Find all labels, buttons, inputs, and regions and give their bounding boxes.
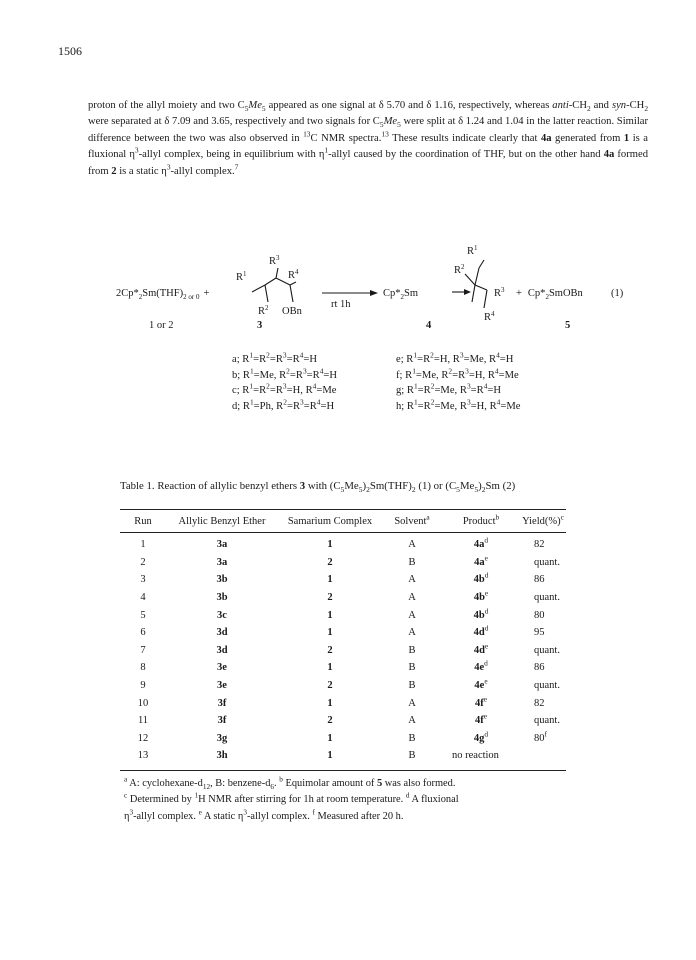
cell-run: 3 [140, 574, 146, 586]
header-ether: Allylic Benzyl Ether [166, 510, 278, 533]
table-footnotes [124, 776, 584, 825]
header-run: Run [120, 510, 166, 533]
cell-run: 2 [140, 556, 146, 568]
cell-ether: 3g [216, 732, 228, 744]
variant-h: h; $R^1=R^2=Me$, $R^3=H$, $R^4=Me$ [396, 396, 521, 412]
table-row [120, 694, 566, 712]
cell-complex: 1 [327, 662, 333, 674]
cell-yield: 86 [534, 662, 545, 674]
cell-complex: 1 [327, 539, 333, 551]
cell-complex: 1 [327, 574, 333, 586]
header-complex: Samarium Complex [278, 510, 382, 533]
cell-ether: 3d [216, 644, 228, 656]
cell-product: $4d^e$ [473, 641, 489, 656]
r2-label-3: $R^2$ [258, 304, 269, 317]
cell-ether: 3c [217, 609, 227, 621]
r1-label-3: $R^1$ [236, 270, 247, 283]
cell-solvent: B [408, 732, 416, 744]
compound-label-4: 4 [426, 320, 432, 331]
variant-g: g; $R^1=R^2=Me$, $R^3=R^4=H$ [396, 381, 502, 396]
cell-solvent: B [408, 644, 416, 656]
cell-yield: 82 [534, 697, 545, 709]
cell-yield: quant. [534, 680, 560, 692]
cell-ether: 3a [216, 539, 228, 551]
cell-run: 13 [137, 750, 149, 762]
cell-product: $4e^d$ [474, 658, 488, 674]
table-row [120, 533, 566, 554]
variants-left [232, 352, 337, 414]
table-header-row [120, 510, 566, 533]
table-row [120, 642, 566, 660]
cell-complex: 2 [327, 556, 333, 568]
r4-label-3: $R^4$ [288, 268, 299, 281]
cell-run: 6 [140, 627, 146, 639]
cell-run: 8 [140, 662, 146, 674]
cell-product: $4f^e$ [474, 711, 487, 727]
byproduct-smobn: + $Cp*_2SmOBn$ [516, 288, 583, 301]
footnote-line-2: $^c$ Determined by $^1$H NMR after stirring for 1h at room temperature. $^d$ A fluxional [124, 791, 459, 806]
cell-run: 4 [140, 592, 146, 604]
cell-complex: 1 [327, 750, 333, 762]
equation-number: (1) [611, 288, 624, 299]
cell-solvent: B [408, 662, 416, 674]
cell-run: 9 [140, 680, 146, 692]
cell-product: $4b^d$ [473, 570, 489, 586]
table-row [120, 589, 566, 607]
table-caption: Table 1. Reaction of allylic benzyl ethers 3 with $(C_5Me_5)_2Sm(THF)_2$ (1) or $(C_5Me_5)_2Sm$ (2) [120, 480, 516, 495]
table-row [120, 712, 566, 730]
cell-solvent: B [408, 680, 416, 692]
cell-run: 11 [137, 715, 149, 727]
cell-ether: 3b [216, 574, 228, 586]
cell-product: $4a^e$ [474, 553, 488, 568]
cell-solvent: A [408, 574, 416, 586]
product-sm: $Cp*_2Sm$ [383, 288, 419, 301]
cell-solvent: B [408, 750, 416, 762]
cell-run: 1 [140, 539, 146, 551]
cell-complex: 1 [327, 697, 333, 709]
footnote-line-1: $^a$ A: cyclohexane-$d_{12}$, B: benzene-$d_6$. $^b$ Equimolar amount of 5 was also formed. [124, 775, 456, 792]
cell-run: 10 [137, 697, 149, 709]
obn-label: OBn [282, 306, 302, 317]
cell-solvent: A [408, 715, 416, 727]
table-row [120, 730, 566, 748]
r4-label-4: $R^4$ [484, 310, 495, 323]
reaction-condition: rt 1h [331, 299, 351, 310]
cell-complex: 2 [327, 644, 333, 656]
variant-b: b; $R^1=Me$, $R^2=R^3=R^4=H$ [232, 365, 338, 381]
cell-ether: 3f [217, 697, 227, 709]
cell-complex: 2 [327, 715, 333, 727]
cell-solvent: A [408, 697, 416, 709]
cell-solvent: A [408, 592, 416, 604]
cell-product: $4b^e$ [473, 588, 489, 604]
cell-run: 7 [140, 644, 146, 656]
cell-product: $4a^d$ [473, 535, 489, 551]
cell-yield: quant. [534, 592, 560, 604]
cell-ether: 3e [217, 662, 227, 674]
cell-complex: 1 [327, 732, 333, 744]
variant-d: d; $R^1=Ph$, $R^2=R^3=R^4=H$ [232, 396, 335, 412]
cell-solvent: A [408, 609, 416, 621]
footnote-line-3: $\eta^3$-allyl complex. $^e$ A static $\eta^3$-allyl complex. $^f$ Measured after 20 h. [124, 808, 404, 822]
cell-solvent: A [408, 539, 416, 551]
variant-c: c; $R^1=R^2=R^3=H$, $R^4=Me$ [232, 381, 337, 396]
compound-label-1-or-2: 1 or 2 [149, 320, 174, 331]
cell-ether: 3e [217, 680, 227, 692]
cell-run: 5 [140, 609, 146, 621]
cell-ether: 3b [216, 592, 228, 604]
cell-yield: quant. [534, 644, 560, 656]
table-row [120, 554, 566, 572]
r3-label-4: $R^3$ [494, 286, 505, 299]
cell-complex: 2 [327, 592, 333, 604]
variant-a: a; $R^1=R^2=R^3=R^4=H$ [232, 350, 318, 365]
cell-product: no reaction [452, 750, 499, 762]
header-solvent: Solvent$^a$ [382, 510, 442, 533]
intro-paragraph: proton of the allyl moiety and two $C_5Me_5$ appeared as one signal at δ 5.70 and δ 1.16, respectively, whereas anti-$CH_2$ and syn-$CH_2$ were separated at δ 7.09 and 3.65, respectively and two signals for $C_5Me_5$ were split at δ 1.24 and 1.04 in the latter reaction. Similar difference between the two was also observed in $^{13}$C NMR spectra.$^{13}$ These results indicate clearly that 4a generated from 1 is a fluxional $\eta^3$-allyl complex, being in equilibrium with $\eta^1$-allyl caused by the coordination of THF, but on the other hand 4a formed from 2 is a static $\eta^3$-allyl complex.$^7$ [88, 100, 649, 177]
cell-yield: 86 [534, 574, 545, 586]
table-row [120, 677, 566, 695]
table-row [120, 747, 566, 765]
compound-label-5: 5 [565, 320, 571, 331]
header-yield: Yield(%)$^c$ [520, 510, 566, 533]
cell-complex: 1 [327, 627, 333, 639]
cell-product: $4g^d$ [473, 729, 489, 744]
variant-f: f; $R^1=Me$, $R^2=R^3=H$, $R^4=Me$ [396, 365, 519, 381]
table-row [120, 624, 566, 642]
table-row [120, 571, 566, 589]
cell-ether: 3d [216, 627, 228, 639]
r3-label-3: $R^3$ [269, 254, 280, 267]
cell-ether: 3f [217, 715, 227, 727]
cell-ether: 3h [216, 750, 228, 762]
variant-e: e; $R^1=R^2=H$, $R^3=Me$, $R^4=H$ [396, 350, 514, 365]
cell-solvent: A [408, 627, 416, 639]
cell-product: $4e^e$ [474, 676, 488, 692]
cell-ether: 3a [216, 556, 228, 568]
cell-yield: 80$^f$ [534, 729, 547, 744]
variants-right [396, 352, 520, 414]
cell-run: 12 [137, 732, 149, 744]
compound-label-3: 3 [257, 320, 263, 331]
reagent-sm-thf: $2Cp*_2Sm(THF)_{2 or 0}$ + [116, 288, 210, 301]
r2-label-4: $R^2$ [454, 263, 465, 276]
header-product: Product$^b$ [442, 510, 520, 533]
table-row [120, 659, 566, 677]
cell-product: $4b^d$ [473, 606, 489, 621]
cell-yield: quant. [534, 556, 560, 568]
cell-complex: 2 [327, 680, 333, 692]
cell-product: $4d^d$ [473, 623, 489, 639]
cell-yield: quant. [534, 715, 560, 727]
cell-complex: 1 [327, 609, 333, 621]
cell-yield: 80 [534, 609, 545, 621]
table-row [120, 606, 566, 624]
reaction-scheme [0, 240, 696, 350]
cell-yield: 82 [534, 539, 545, 551]
r1-label-4: $R^1$ [467, 244, 478, 257]
cell-yield: 95 [534, 627, 545, 639]
cell-product: $4f^e$ [474, 694, 487, 709]
table-bottom-rule [120, 770, 566, 771]
results-table [120, 509, 566, 765]
page-number: 1506 [58, 44, 82, 58]
cell-solvent: B [408, 556, 416, 568]
